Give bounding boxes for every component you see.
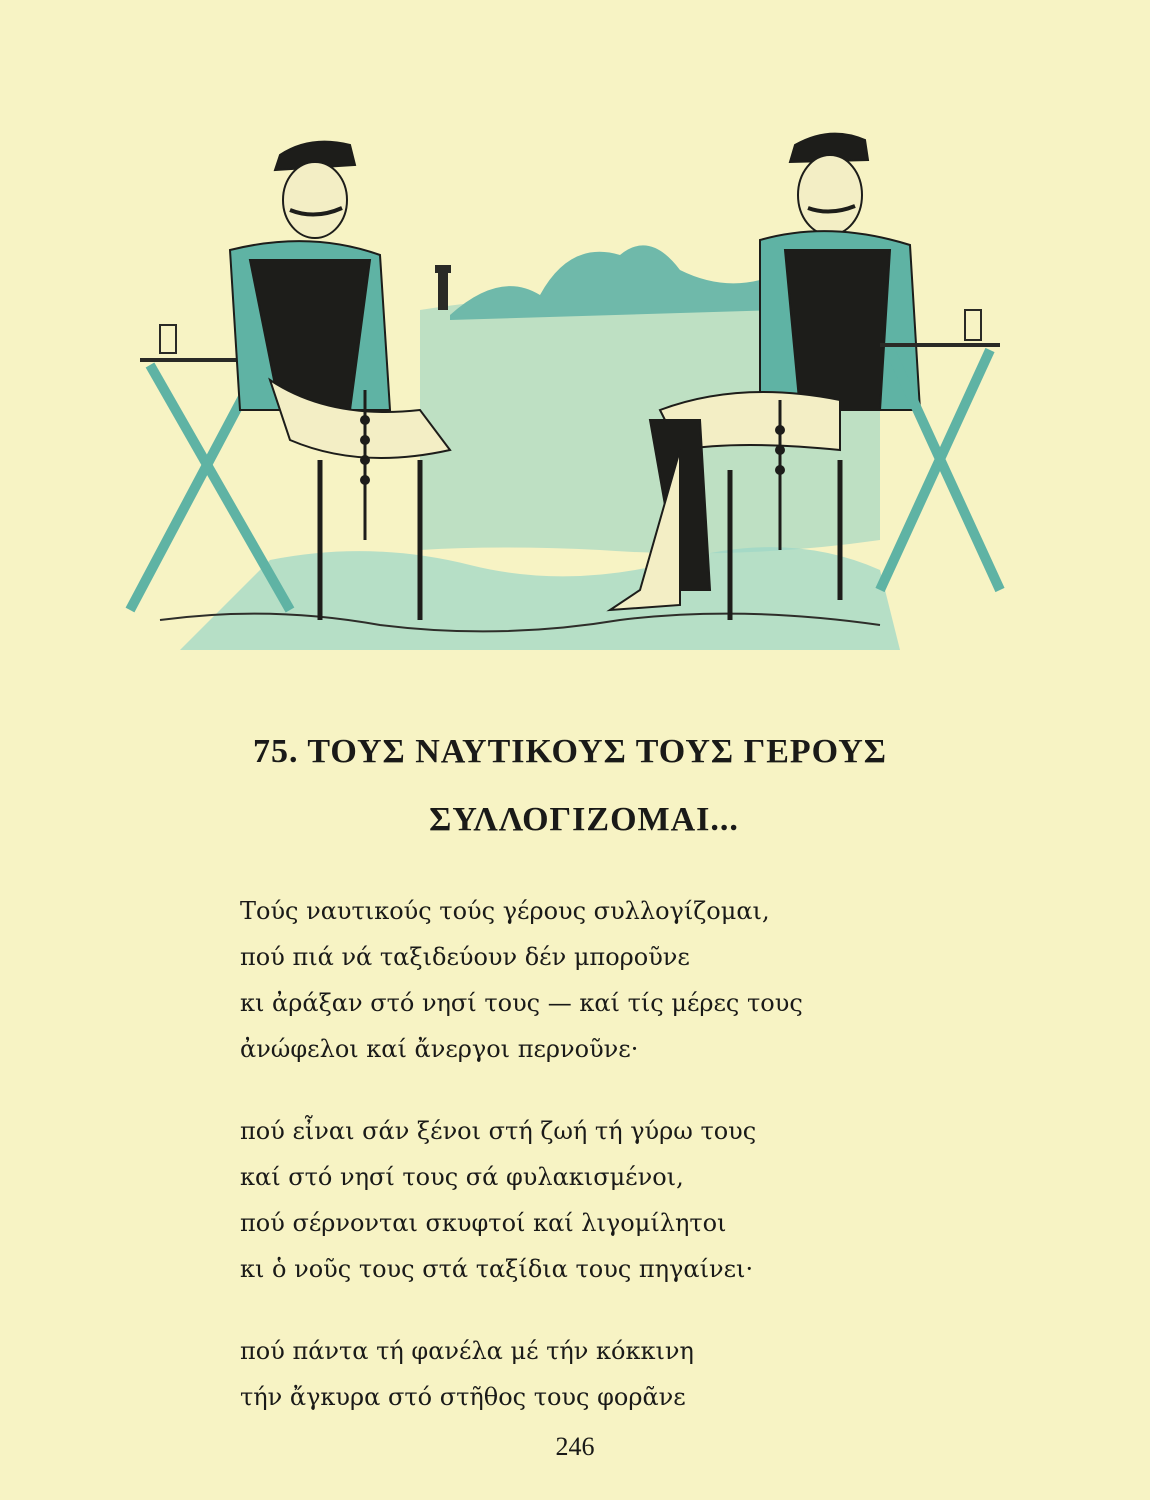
left-sailor	[230, 142, 450, 540]
illustration-two-old-sailors	[120, 120, 1020, 660]
poem-title-line-1: 75. ΤΟΥΣ ΝΑΥΤΙΚΟΥΣ ΤΟΥΣ ΓΕΡΟΥΣ	[252, 732, 888, 770]
stanza	[240, 1328, 960, 1420]
poem-body	[240, 888, 960, 1456]
verse-line: πού πιά νά ταξιδεύουν δέν μποροῦνε	[240, 943, 690, 971]
stanza	[240, 888, 960, 1072]
verse-line: πού σέρνονται σκυφτοί καί λιγομίλητοι	[240, 1209, 727, 1237]
verse-line: καί στό νησί τους σά φυλακισμένοι,	[240, 1163, 684, 1191]
page-number: 246	[555, 1432, 595, 1461]
verse-line: ἀνώφελοι καί ἄνεργοι περνοῦνε·	[240, 1035, 639, 1063]
island-hills	[450, 245, 780, 320]
verse-line: τήν ἄγκυρα στό στῆθος τους φορᾶνε	[240, 1383, 686, 1411]
verse-line: πού εἶναι σάν ξένοι στή ζωή τή γύρω τους	[240, 1117, 757, 1145]
verse-line: κι ὁ νοῦς τους στά ταξίδια τους πηγαίνει·	[240, 1255, 754, 1283]
verse-line: κι ἀράξαν στό νησί τους — καί τίς μέρες τους	[240, 989, 803, 1017]
poem-title	[0, 732, 1150, 838]
poem-title-line-2: ΣΥΛΛΟΓΙΖΟΜΑΙ...	[429, 800, 739, 838]
lighthouse	[438, 270, 448, 310]
verse-line: πού πάντα τή φανέλα μέ τήν κόκκινη	[240, 1337, 694, 1365]
verse-line: Τούς ναυτικούς τούς γέρους συλλογίζομαι,	[240, 897, 770, 925]
stanza	[240, 1108, 960, 1292]
